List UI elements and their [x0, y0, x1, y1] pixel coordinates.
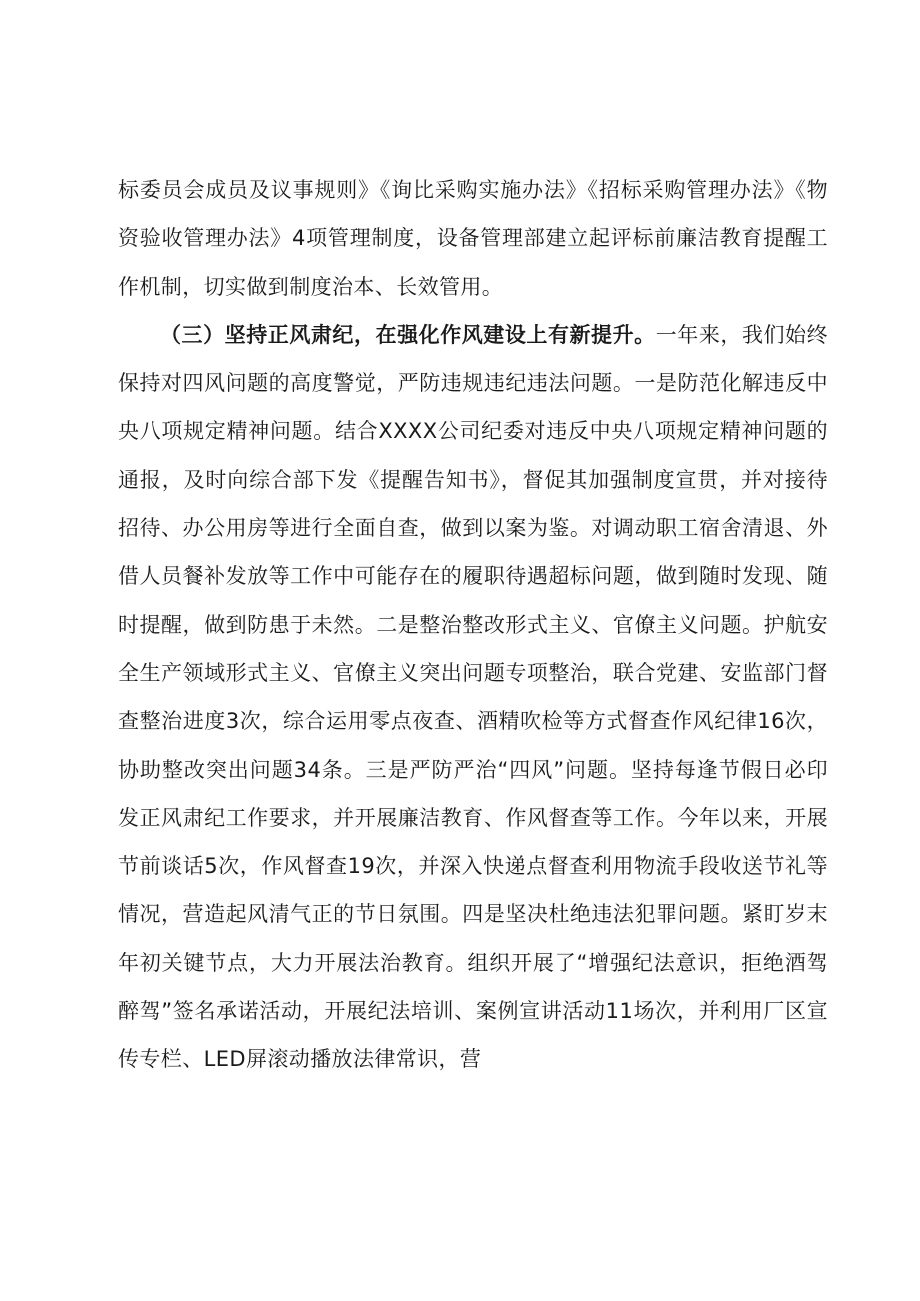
section-body: 一年来，我们始终保持对四风问题的高度警觉，严防违规违纪违法问题。一是防范化解违反中央八项规定精神问题。结合XXXX公司纪委对违反中央八项规定精神问题的通报，及时向综合部下发《提醒告知书》，督促其加强制度宣贯，并对接待招待、办公用房等进行全面自查，做到以案为鉴。对调动职工宿舍清退、外借人员餐补发放等工作中可能存在的履职待遇超标问题，做到随时发现、随时提醒，做到防患于未然。二是整治整改形式主义、官僚主义问题。护航安全生产领域形式主义、官僚主义突出问题专项整治，联合党建、安监部门督查整治进度3次，综合运用零点夜查、酒精吹检等方式督查作风纪律16次，协助整改突出问题34条。三是严防严治“四风”问题。坚持每逢节假日必印发正风肃纪工作要求，并开展廉洁教育、作风督查等工作。今年以来，开展节前谈话5次，作风督查19次，并深入快递点督查利用物流手段收送节礼等情况，营造起风清气正的节日氛围。四是坚决杜绝违法犯罪问题。紧盯岁末年初关键节点，大力开展法治教育。组织开展了“增强纪法意识，拒绝酒驾醉驾”签名承诺活动，开展纪法培训、案例宣讲活动11场次，并利用厂区宣传专栏、LED屏滚动播放法律常识，营 [118, 322, 829, 1072]
document-body [118, 166, 828, 1084]
section-heading: （三）坚持正风肃纪，在强化作风建设上有新提升。 [160, 322, 656, 347]
paragraph-continuation: 标委员会成员及议事规则》《询比采购实施办法》《招标采购管理办法》《物资验收管理办法》4项管理制度，设备管理部建立起评标前廉洁教育提醒工作机制，切实做到制度治本、长效管用。 [118, 178, 828, 299]
paragraph-section-three [118, 311, 828, 1084]
